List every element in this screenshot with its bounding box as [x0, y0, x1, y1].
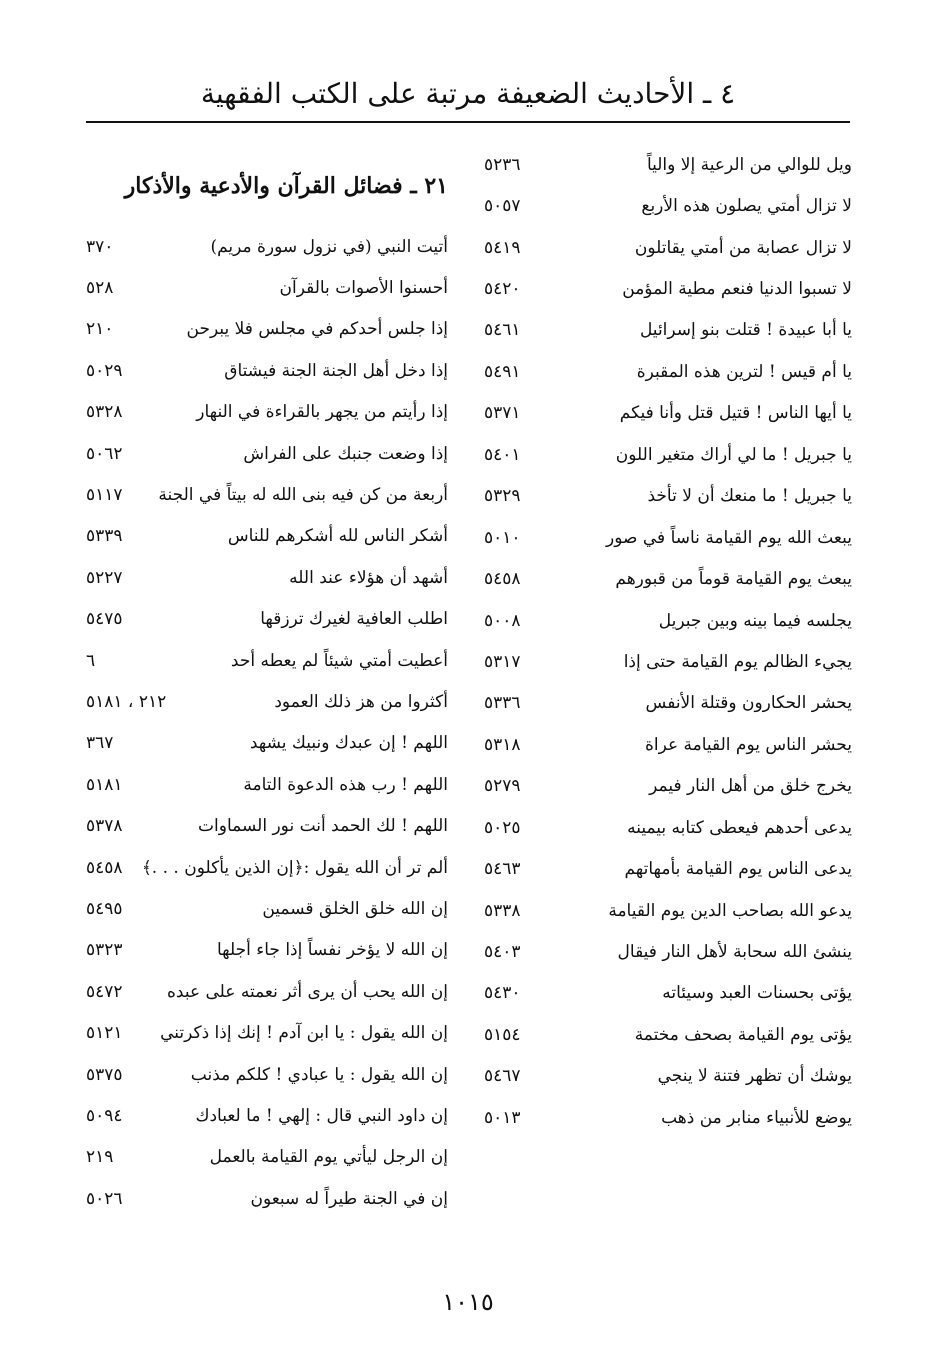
- index-entry: [86, 847, 448, 888]
- entry-number: ٥١٨١: [86, 774, 123, 795]
- entry-number: ٥١٢١: [86, 1023, 123, 1044]
- index-entry: [86, 599, 448, 640]
- index-entry: [86, 226, 448, 267]
- entry-number: ٥٠٢٦: [86, 1188, 123, 1209]
- entry-text: أشكر الناس لله أشكرهم للناس: [227, 526, 448, 547]
- index-entry: [484, 973, 852, 1014]
- entry-text: إذا رأيتم من يجهر بالقراءة في النهار: [196, 402, 448, 423]
- index-entry: [484, 144, 852, 185]
- entry-number: ٢١٠: [86, 319, 114, 340]
- entry-text: يحشر الناس يوم القيامة عراة: [644, 734, 852, 755]
- index-entry: [86, 681, 448, 722]
- index-entry: [86, 1012, 448, 1053]
- index-entry: [484, 1097, 852, 1138]
- entry-text: يخرج خلق من أهل النار فيمر: [649, 776, 852, 797]
- index-entry: [86, 392, 448, 433]
- entry-number: ٥٣٧٥: [86, 1064, 123, 1085]
- entry-number: ٦: [86, 650, 96, 671]
- entry-text: يبعث يوم القيامة قوماً من قبورهم: [615, 569, 852, 590]
- entry-number: ٣٧٠: [86, 236, 114, 257]
- entry-number: ٥٣١٧: [484, 651, 521, 672]
- entry-number: ٥٠٩٤: [86, 1105, 123, 1126]
- index-entry: [484, 600, 852, 641]
- entry-number: ٥٠٦٢: [86, 443, 123, 464]
- index-entry: [86, 764, 448, 805]
- index-entry: [484, 1056, 852, 1097]
- entry-text: يبعث الله يوم القيامة ناساً في صور: [606, 527, 852, 548]
- entry-text: اللهم ! لك الحمد أنت نور السماوات: [198, 816, 448, 837]
- right-column: [484, 144, 852, 1139]
- entry-number: ٥٣٣٨: [484, 900, 521, 921]
- entry-text: إن داود النبي قال : إلهي ! ما لعبادك: [195, 1105, 448, 1126]
- entry-text: أحسنوا الأصوات بالقرآن: [279, 278, 448, 299]
- entry-text: إن الله يحب أن يرى أثر نعمته على عبده: [167, 981, 448, 1002]
- index-entry: [484, 393, 852, 434]
- entry-number: ٥٣٢٣: [86, 940, 123, 961]
- entry-text: أربعة من كن فيه بنى الله له بيتاً في الجنة: [158, 485, 448, 506]
- entry-number: ٥٣١٨: [484, 734, 521, 755]
- entry-text: يجيء الظالم يوم القيامة حتى إذا: [623, 651, 852, 672]
- index-entry: [86, 474, 448, 515]
- index-entry: [86, 1178, 448, 1219]
- index-entry: [484, 558, 852, 599]
- index-entry: [484, 310, 852, 351]
- entry-text: إذا وضعت جنبك على الفراش: [243, 443, 448, 464]
- entry-number: ٥٤٦٧: [484, 1066, 521, 1087]
- entry-number: ٥٤٩١: [484, 361, 521, 382]
- index-entry: [86, 309, 448, 350]
- entry-number: ٥٠١٠: [484, 527, 521, 548]
- entry-text: يدعى أحدهم فيعطى كتابه بيمينه: [627, 817, 852, 838]
- index-entry: [484, 931, 852, 972]
- index-entry: [484, 807, 852, 848]
- entry-text: ينشئ الله سحابة لأهل النار فيقال: [617, 942, 852, 963]
- entry-text: لا تسبوا الدنيا فنعم مطية المؤمن: [622, 279, 852, 300]
- entry-text: أشهد أن هؤلاء عند الله: [289, 567, 448, 588]
- entry-number: ٥٢٣٦: [484, 154, 521, 175]
- index-entry: [484, 351, 852, 392]
- entry-number: ٣٦٧: [86, 733, 114, 754]
- entry-number: ٥٠٠٨: [484, 610, 521, 631]
- index-entry: [484, 185, 852, 226]
- entry-text: إن الله يقول : يا عبادي ! كلكم مذنب: [190, 1064, 448, 1085]
- entry-number: ٥٠٥٧: [484, 196, 521, 217]
- entry-text: يؤتى يوم القيامة بصحف مختمة: [634, 1024, 852, 1045]
- entry-text: إن الله لا يؤخر نفساً إذا جاء أجلها: [216, 940, 448, 961]
- left-entries: [86, 226, 448, 1219]
- index-entry: [86, 557, 448, 598]
- entry-number: ٥٢٨: [86, 278, 114, 299]
- left-column: [86, 158, 448, 1219]
- entry-text: يدعى الناس يوم القيامة بأمهاتهم: [624, 859, 852, 880]
- entry-number: ٥٤٠١: [484, 444, 521, 465]
- entry-text: أعطيت أمتي شيئاً لم يعطه أحد: [230, 650, 448, 671]
- entry-text: لا تزال عصابة من أمتي يقاتلون: [634, 237, 852, 258]
- index-entry: [86, 433, 448, 474]
- entry-number: ٥٤٩٥: [86, 898, 123, 919]
- entry-number: ٥٣٢٨: [86, 402, 123, 423]
- entry-number: ٥٤٣٠: [484, 983, 521, 1004]
- entry-text: يا أيها الناس ! قتيل قتل وأنا فيكم: [619, 403, 852, 424]
- entry-number: ٥١١٧: [86, 485, 123, 506]
- entry-number: ٥٠١٣: [484, 1107, 521, 1128]
- entry-number: ٥٤١٩: [484, 237, 521, 258]
- entry-number: ٥٣٧٨: [86, 816, 123, 837]
- index-entry: [86, 1137, 448, 1178]
- index-entry: [484, 766, 852, 807]
- header-divider: [86, 121, 850, 123]
- entry-text: اللهم ! رب هذه الدعوة التامة: [243, 774, 448, 795]
- index-entry: [86, 805, 448, 846]
- entry-number: ٥٤٥٨: [484, 569, 521, 590]
- entry-text: إذا دخل أهل الجنة الجنة فيشتاق: [224, 360, 448, 381]
- entry-text: يؤتى بحسنات العبد وسيئاته: [662, 983, 852, 1004]
- entry-text: يا أم قيس ! لترين هذه المقبرة: [636, 361, 852, 382]
- index-entry: [86, 350, 448, 391]
- section-title: ٢١ ـ فضائل القرآن والأدعية والأذكار: [124, 173, 448, 199]
- entry-text: إن الله خلق الخلق قسمين: [262, 898, 448, 919]
- entry-number: ٢١٩: [86, 1147, 114, 1168]
- entry-text: إن في الجنة طيراً له سبعون: [250, 1188, 448, 1209]
- entry-text: إذا جلس أحدكم في مجلس فلا يبرحن: [186, 319, 448, 340]
- index-entry: [484, 683, 852, 724]
- entry-text: اطلب العافية لغيرك ترزقها: [260, 609, 448, 630]
- entry-number: ٥٠٢٥: [484, 817, 521, 838]
- entry-text: يوضع للأنبياء منابر من ذهب: [661, 1107, 852, 1128]
- page-header-title: ٤ ـ الأحاديث الضعيفة مرتبة على الكتب الفقهية: [200, 77, 736, 110]
- index-entry: [86, 723, 448, 764]
- index-entry: [484, 434, 852, 475]
- index-entry: [86, 516, 448, 557]
- index-entry: [86, 640, 448, 681]
- entry-number: ٥٣٣٦: [484, 693, 521, 714]
- index-entry: [86, 267, 448, 308]
- index-entry: [86, 1095, 448, 1136]
- index-entry: [86, 1054, 448, 1095]
- entry-text: لا تزال أمتي يصلون هذه الأربع: [641, 196, 852, 217]
- entry-number: ٥٢٧٩: [484, 776, 521, 797]
- entry-number: ٢١٢ ، ٥١٨١: [86, 691, 167, 712]
- entry-text: يحشر الحكارون وقتلة الأنفس: [645, 693, 852, 714]
- index-entry: [86, 930, 448, 971]
- entry-number: ٥٤٦١: [484, 320, 521, 341]
- entry-text: يا جبريل ! ما منعك أن لا تأخذ: [647, 486, 852, 507]
- entry-text: يجلسه فيما بينه وبين جبريل: [658, 610, 852, 631]
- entry-text: إن الله يقول : يا ابن آدم ! إنك إذا ذكرتني: [160, 1023, 448, 1044]
- entry-number: ٥١٥٤: [484, 1024, 521, 1045]
- entry-number: ٥٣٧١: [484, 403, 521, 424]
- entry-number: ٥٤٧٢: [86, 981, 123, 1002]
- entry-number: ٥٣٣٩: [86, 526, 123, 547]
- index-entry: [484, 476, 852, 517]
- page-number: ١٠١٥: [442, 1288, 494, 1316]
- index-entry: [484, 517, 852, 558]
- entry-number: ٥٤٠٣: [484, 942, 521, 963]
- entry-text: يا جبريل ! ما لي أراك متغير اللون: [615, 444, 852, 465]
- entry-text: اللهم ! إن عبدك ونبيك يشهد: [249, 733, 448, 754]
- entry-text: أكثروا من هز ذلك العمود: [274, 691, 448, 712]
- entry-number: ٥٤٦٣: [484, 859, 521, 880]
- index-entry: [484, 890, 852, 931]
- index-entry: [86, 888, 448, 929]
- entry-text: يا أبا عبيدة ! قتلت بنو إسرائيل: [639, 320, 852, 341]
- entry-text: ألم تر أن الله يقول :﴿إن الذين يأكلون . . .﴾: [141, 858, 448, 879]
- index-entry: [86, 971, 448, 1012]
- entry-number: ٥٤٧٥: [86, 609, 123, 630]
- entry-text: إن الرجل ليأتي يوم القيامة بالعمل: [209, 1147, 448, 1168]
- entry-number: ٥٤٥٨: [86, 857, 123, 878]
- index-entry: [484, 268, 852, 309]
- entry-text: أتيت النبي (في نزول سورة مريم): [210, 236, 448, 257]
- entry-text: يدعو الله بصاحب الدين يوم القيامة: [608, 900, 852, 921]
- index-entry: [484, 641, 852, 682]
- entry-number: ٥٣٢٩: [484, 486, 521, 507]
- index-entry: [484, 227, 852, 268]
- entry-text: ويل للوالي من الرعية إلا والياً: [646, 154, 852, 175]
- entry-text: يوشك أن تظهر فتنة لا ينجي: [657, 1066, 852, 1087]
- index-entry: [484, 848, 852, 889]
- entry-number: ٥٤٢٠: [484, 279, 521, 300]
- index-entry: [484, 724, 852, 765]
- entry-number: ٥٢٢٧: [86, 567, 123, 588]
- index-entry: [484, 1014, 852, 1055]
- entry-number: ٥٠٢٩: [86, 360, 123, 381]
